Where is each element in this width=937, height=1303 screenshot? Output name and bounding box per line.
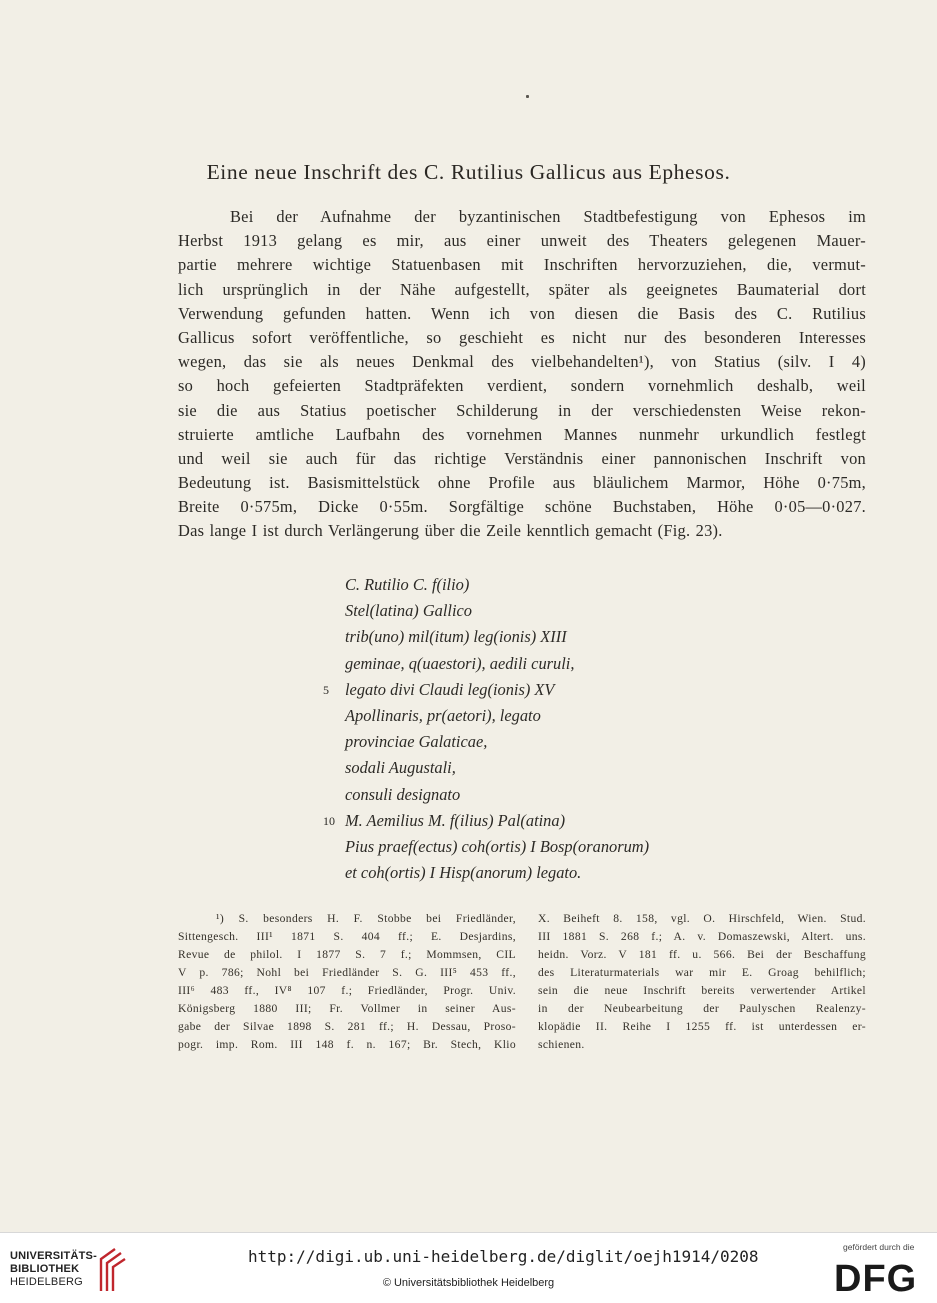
library-name-line: BIBLIOTHEK (10, 1263, 80, 1275)
body-line: lich ursprünglich in der Nähe aufgestellt, später als geeignetes Baumaterial dort (178, 279, 866, 299)
inscription-line-text: Pius praef(ectus) coh(ortis) I Bosp(oranorum) (345, 837, 650, 857)
inscription-line (345, 834, 649, 860)
inscription-line-text: Stel(latina) Gallico (345, 601, 473, 621)
footnote-line: schienen. (538, 1038, 585, 1051)
body-line: Herbst 1913 gelang es mir, aus einer unweit des Theaters gelegenen Mauer- (178, 231, 866, 251)
inscription-line (345, 782, 649, 808)
inscription-line-text: provinciae Galaticae, (345, 732, 488, 752)
inscription-line (345, 572, 649, 598)
inscription-line-text: consuli designato (345, 784, 461, 804)
dfg-logo-text: DFG (834, 1258, 918, 1295)
line-number: 10 (323, 813, 335, 828)
body-line: Breite 0·575m, Dicke 0·55m. Sorgfältige schöne Buchstaben, Höhe 0·05—0·027. (178, 497, 866, 517)
footnote-line: heidn. Vorz. V 181 ff. u. 566. Bei der Beschaffung (538, 948, 866, 961)
inscription-line-text: trib(uno) mil(itum) leg(ionis) XIII (345, 627, 567, 647)
inscription-line-text: legato divi Claudi leg(ionis) XV (345, 679, 555, 699)
inscription-line-text: geminae, q(uaestori), aedili curuli, (345, 653, 575, 673)
library-name-line: HEIDELBERG (10, 1276, 83, 1288)
inscription-line (345, 651, 649, 677)
body-line: Verwendung gefunden hatten. Wenn ich von diesen die Basis des C. Rutilius (178, 303, 866, 323)
inscription-text (323, 572, 650, 886)
footnote-line: pogr. imp. Rom. III 148 f. n. 167; Br. Stech, Klio (178, 1038, 516, 1051)
body-line: wegen, das sie als neues Denkmal des vielbehandelten¹), von Statius (silv. I 4) (178, 352, 866, 372)
copyright-notice: © Universitätsbibliothek Heidelberg (382, 1277, 555, 1289)
inscription-line (345, 624, 649, 650)
inscription-line-text: et coh(ortis) I Hisp(anorum) legato. (345, 863, 582, 883)
footnote-line: III 1881 S. 268 f.; A. v. Domaszewski, Altert. uns. (538, 930, 866, 943)
footnote-line: klopädie II. Reihe I 1255 ff. ist unterdessen er- (538, 1020, 866, 1033)
footnotes-left-column (178, 910, 516, 1054)
body-line: struierte amtliche Laufbahn des vornehmen Mannes nunmehr urkundlich festlegt (178, 424, 866, 444)
body-line: Bei der Aufnahme der byzantinischen Stadtbefestigung von Ephesos im (230, 207, 866, 226)
body-line: Bedeutung ist. Basismittelstück ohne Profile aus bläulichem Marmor, Höhe 0·75m, (178, 473, 866, 493)
footnote-line: V p. 786; Nohl bei Friedländer S. G. III⁵ 453 ff., (178, 966, 516, 979)
funding-note: gefördert durch die (843, 1242, 915, 1252)
inscription-line (345, 703, 649, 729)
body-line: sie die aus Statius poetischer Schilderung in der verschiedensten Weise rekon- (178, 400, 866, 420)
footnote-line: Sittengesch. III¹ 1871 S. 404 ff.; E. Desjardins, (178, 930, 516, 943)
article-title: Eine neue Inschrift des C. Rutilius Gallicus aus Ephesos. (206, 160, 731, 184)
footnote-line: Königsberg 1880 III; Fr. Vollmer in seiner Aus- (178, 1002, 516, 1015)
footnote-line: ¹) S. besonders H. F. Stobbe bei Friedländer, (216, 912, 516, 925)
inscription-line-text: Apollinaris, pr(aetori), legato (345, 706, 541, 726)
footnote-line: gabe der Silvae 1898 S. 281 ff.; H. Dessau, Proso- (178, 1020, 516, 1033)
inscription-line (345, 598, 649, 624)
body-line: Das lange I ist durch Verlängerung über die Zeile kenntlich gemacht (Fig. 23). (178, 521, 723, 541)
footnote-line: X. Beiheft 8. 158, vgl. O. Hirschfeld, Wien. Stud. (538, 912, 866, 925)
footnote-line: III⁶ 483 ff., IV⁸ 107 f.; Friedländer, Progr. Univ. (178, 984, 516, 997)
footnote-line: in der Neubearbeitung der Paulyschen Realenzy- (538, 1002, 866, 1015)
body-line: so hoch gefeierten Stadtpräfekten verdient, sondern vornehmlich deshalb, weil (178, 376, 866, 396)
scan-speck (526, 95, 529, 98)
footnotes-right-column (538, 910, 866, 1054)
permalink-link[interactable]: http://digi.ub.uni-heidelberg.de/diglit/oejh1914/0208 (248, 1247, 759, 1266)
body-paragraph (178, 205, 866, 544)
inscription-line-text: sodali Augustali, (345, 758, 456, 778)
footnote-line: des Literaturmaterials war mir E. Groag behilflich; (538, 966, 866, 979)
inscription-line (345, 860, 649, 886)
body-line: Gallicus sofort veröffentliche, so geschieht es nicht nur des besonderen Interesses (178, 327, 866, 347)
footnote-line: sein die neue Inschrift bereits verwertender Artikel (538, 984, 866, 997)
body-line: partie mehrere wichtige Statuenbasen mit Inschriften hervorzuziehen, die, vermut- (178, 255, 866, 275)
inscription-line (323, 808, 649, 834)
inscription-line-text: C. Rutilio C. f(ilio) (345, 575, 470, 594)
body-line: und weil sie auch für das richtige Verständnis einer pannonischen Inschrift von (178, 448, 866, 468)
dfg-logo-icon (832, 1255, 924, 1295)
library-name-line: UNIVERSITÄTS- (10, 1250, 97, 1262)
viewer-footer (0, 1232, 937, 1303)
inscription-line (323, 677, 649, 703)
inscription-line-text: M. Aemilius M. f(ilius) Pal(atina) (345, 810, 566, 830)
inscription-line (345, 755, 649, 781)
footnote-line: Revue de philol. I 1877 S. 7 f.; Mommsen, CIL (178, 948, 516, 961)
inscription-line (345, 729, 649, 755)
line-number: 5 (323, 682, 329, 697)
